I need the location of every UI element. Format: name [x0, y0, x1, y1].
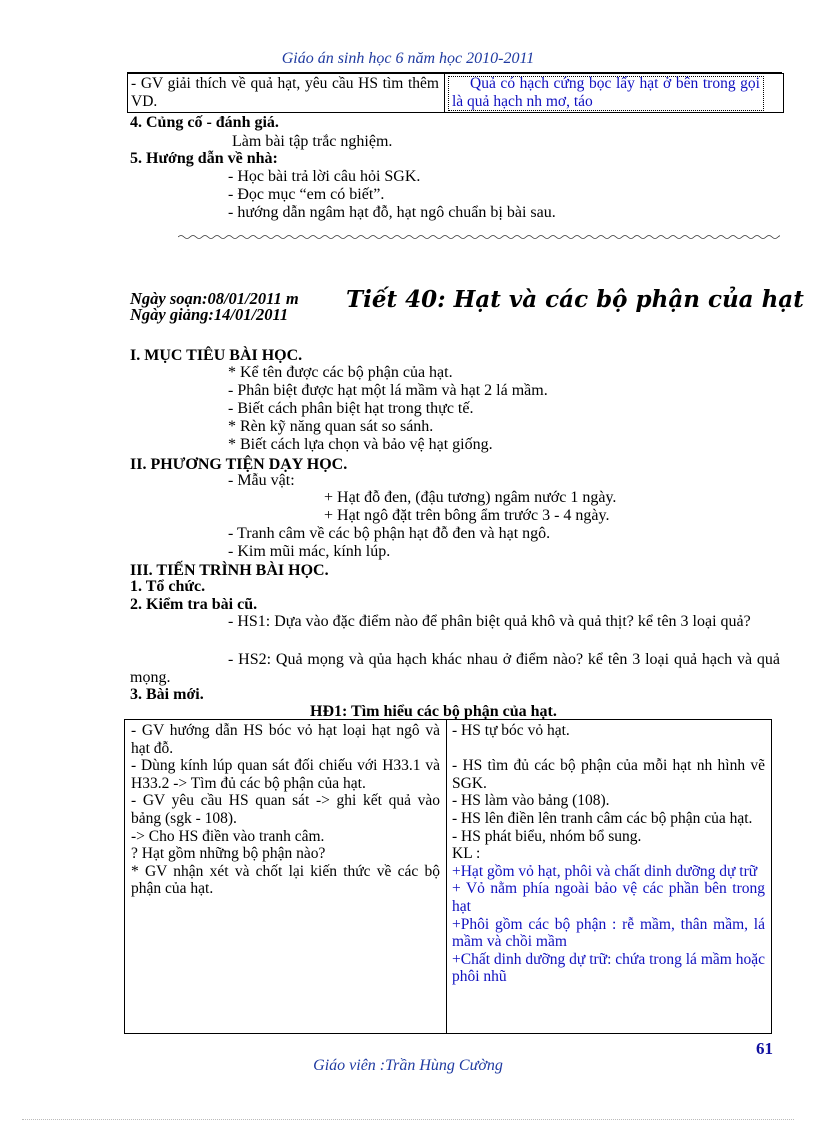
hd-left-item: - GV hướng dẫn HS bóc vỏ hạt loại hạt ngô và hạt đỗ. — [131, 722, 440, 757]
part-1-line-4: * Rèn kỹ năng quan sát so sánh. — [228, 418, 434, 435]
hd-right-column — [452, 722, 765, 986]
top-table-left-text: - GV giải thích về quả hạt, yêu cầu HS tìm thêm VD. — [131, 75, 439, 110]
hd-left-column — [131, 722, 440, 898]
section-5-line-3: - hướng dẫn ngâm hạt đỗ, hạt ngô chuẩn bị bài sau. — [228, 204, 556, 221]
hd-right-item: - HS tự bóc vỏ hạt. — [452, 722, 570, 739]
top-table-right-text: Quả có hạch cứng bọc lấy hạt ở bên trong gọi là quả hạch nh mơ, táo — [452, 75, 760, 110]
hd-left-item: ? Hạt gồm những bộ phận nào? — [131, 845, 326, 863]
date-giang: Ngày giảng:14/01/2011 — [130, 305, 289, 324]
hd-left-item: * GV nhận xét và chốt lại kiến thức về các bộ phận của hạt. — [131, 862, 440, 898]
part-3-s2: 2. Kiểm tra bài cũ. — [130, 596, 258, 613]
section-5-line-2: - Đọc mục “em có biết”. — [228, 186, 385, 203]
part-2-sub-1: + Hạt đỗ đen, (đậu tương) ngâm nước 1 ngày. — [324, 489, 617, 506]
part-2-line-2: - Tranh câm về các bộ phận hạt đỗ đen và hạt ngô. — [228, 525, 551, 542]
wavy-separator — [178, 234, 780, 240]
hs2-question: - HS2: Quả mọng và qủa hạch khác nhau ở điểm nào? kể tên 3 loại quả hạch và quả mọng. — [130, 651, 780, 686]
part-2-sub-2: + Hạt ngô đặt trên bông ẩm trước 3 - 4 ngày. — [324, 507, 610, 524]
page-footer: Giáo viên :Trần Hùng Cường — [313, 1057, 503, 1074]
hd-right-item: - HS tìm đủ các bộ phận của mỗi hạt nh hình vẽ SGK. — [452, 757, 765, 792]
hd-right-kl: KL : — [452, 845, 481, 863]
page-header: Giáo án sinh học 6 năm học 2010-2011 — [281, 50, 535, 67]
part-2-line-3: - Kim mũi mác, kính lúp. — [228, 543, 391, 560]
part-2-heading: II. PHƯƠNG TIỆN DẠY HỌC. — [130, 456, 348, 473]
hd1-heading: HĐ1: Tìm hiểu các bộ phận của hạt. — [310, 703, 557, 720]
part-1-heading: I. MỤC TIÊU BÀI HỌC. — [130, 347, 303, 364]
part-2-line-1: - Mẫu vật: — [228, 472, 295, 489]
kl-item: +Hạt gồm vỏ hạt, phôi và chất dinh dưỡng dự trữ — [452, 862, 758, 880]
section-5-line-1: - Học bài trả lời câu hỏi SGK. — [228, 168, 421, 185]
part-1-line-5: * Biết cách lựa chọn và bảo vệ hạt giống. — [228, 436, 493, 453]
hd-right-item: - HS phát biểu, nhóm bổ sung. — [452, 827, 642, 845]
part-3-s1: 1. Tổ chức. — [130, 578, 206, 595]
hd-left-item: - GV yêu cầu HS quan sát -> ghi kết quả vào bảng (sgk - 108). — [131, 792, 440, 827]
hs1-question: - HS1: Dựa vào đặc điểm nào để phân biệt quả khô và quả thịt? kể tên 3 loại quả? — [228, 613, 751, 630]
part-1-line-2: - Phân biệt được hạt một lá mầm và hạt 2 lá mầm. — [228, 382, 548, 399]
hd-left-item: - Dùng kính lúp quan sát đối chiếu với H33.1 và H33.2 -> Tìm đủ các bộ phận của hạt. — [131, 757, 440, 792]
lesson-title: Tiết 40: Hạt và các bộ phận của hạt — [346, 286, 804, 313]
section-4-heading: 4. Củng cố - đánh giá. — [130, 114, 279, 131]
date-soan: Ngày soạn:08/01/2011 m — [130, 289, 299, 308]
hd-left-item: -> Cho HS điền vào tranh câm. — [131, 827, 325, 845]
part-3-s3: 3. Bài mới. — [130, 686, 204, 703]
bottom-dotted-rule — [22, 1119, 794, 1120]
part-1-line-1: * Kể tên được các bộ phận của hạt. — [228, 364, 453, 381]
part-1-line-3: - Biết cách phân biệt hạt trong thực tế. — [228, 400, 474, 417]
kl-item: + Vỏ nằm phía ngoài bảo vệ các phần bên trong hạt — [452, 880, 765, 915]
hd-right-item: - HS làm vào bảng (108). — [452, 792, 610, 810]
section-5-heading: 5. Hướng dẫn về nhà: — [130, 150, 278, 167]
kl-item: +Chất dinh dưỡng dự trữ: chứa trong lá mầm hoặc phôi nhũ — [452, 950, 765, 986]
kl-item: +Phôi gồm các bộ phận : rễ mầm, thân mầm, lá mầm và chồi mầm — [452, 915, 765, 951]
page-number: 61 — [756, 1039, 773, 1058]
hd-right-item: - HS lên điền lên tranh câm các bộ phận của hạt. — [452, 809, 753, 827]
part-3-heading: III. TIẾN TRÌNH BÀI HỌC. — [130, 562, 329, 579]
section-4-line: Làm bài tập trắc nghiệm. — [232, 133, 393, 150]
